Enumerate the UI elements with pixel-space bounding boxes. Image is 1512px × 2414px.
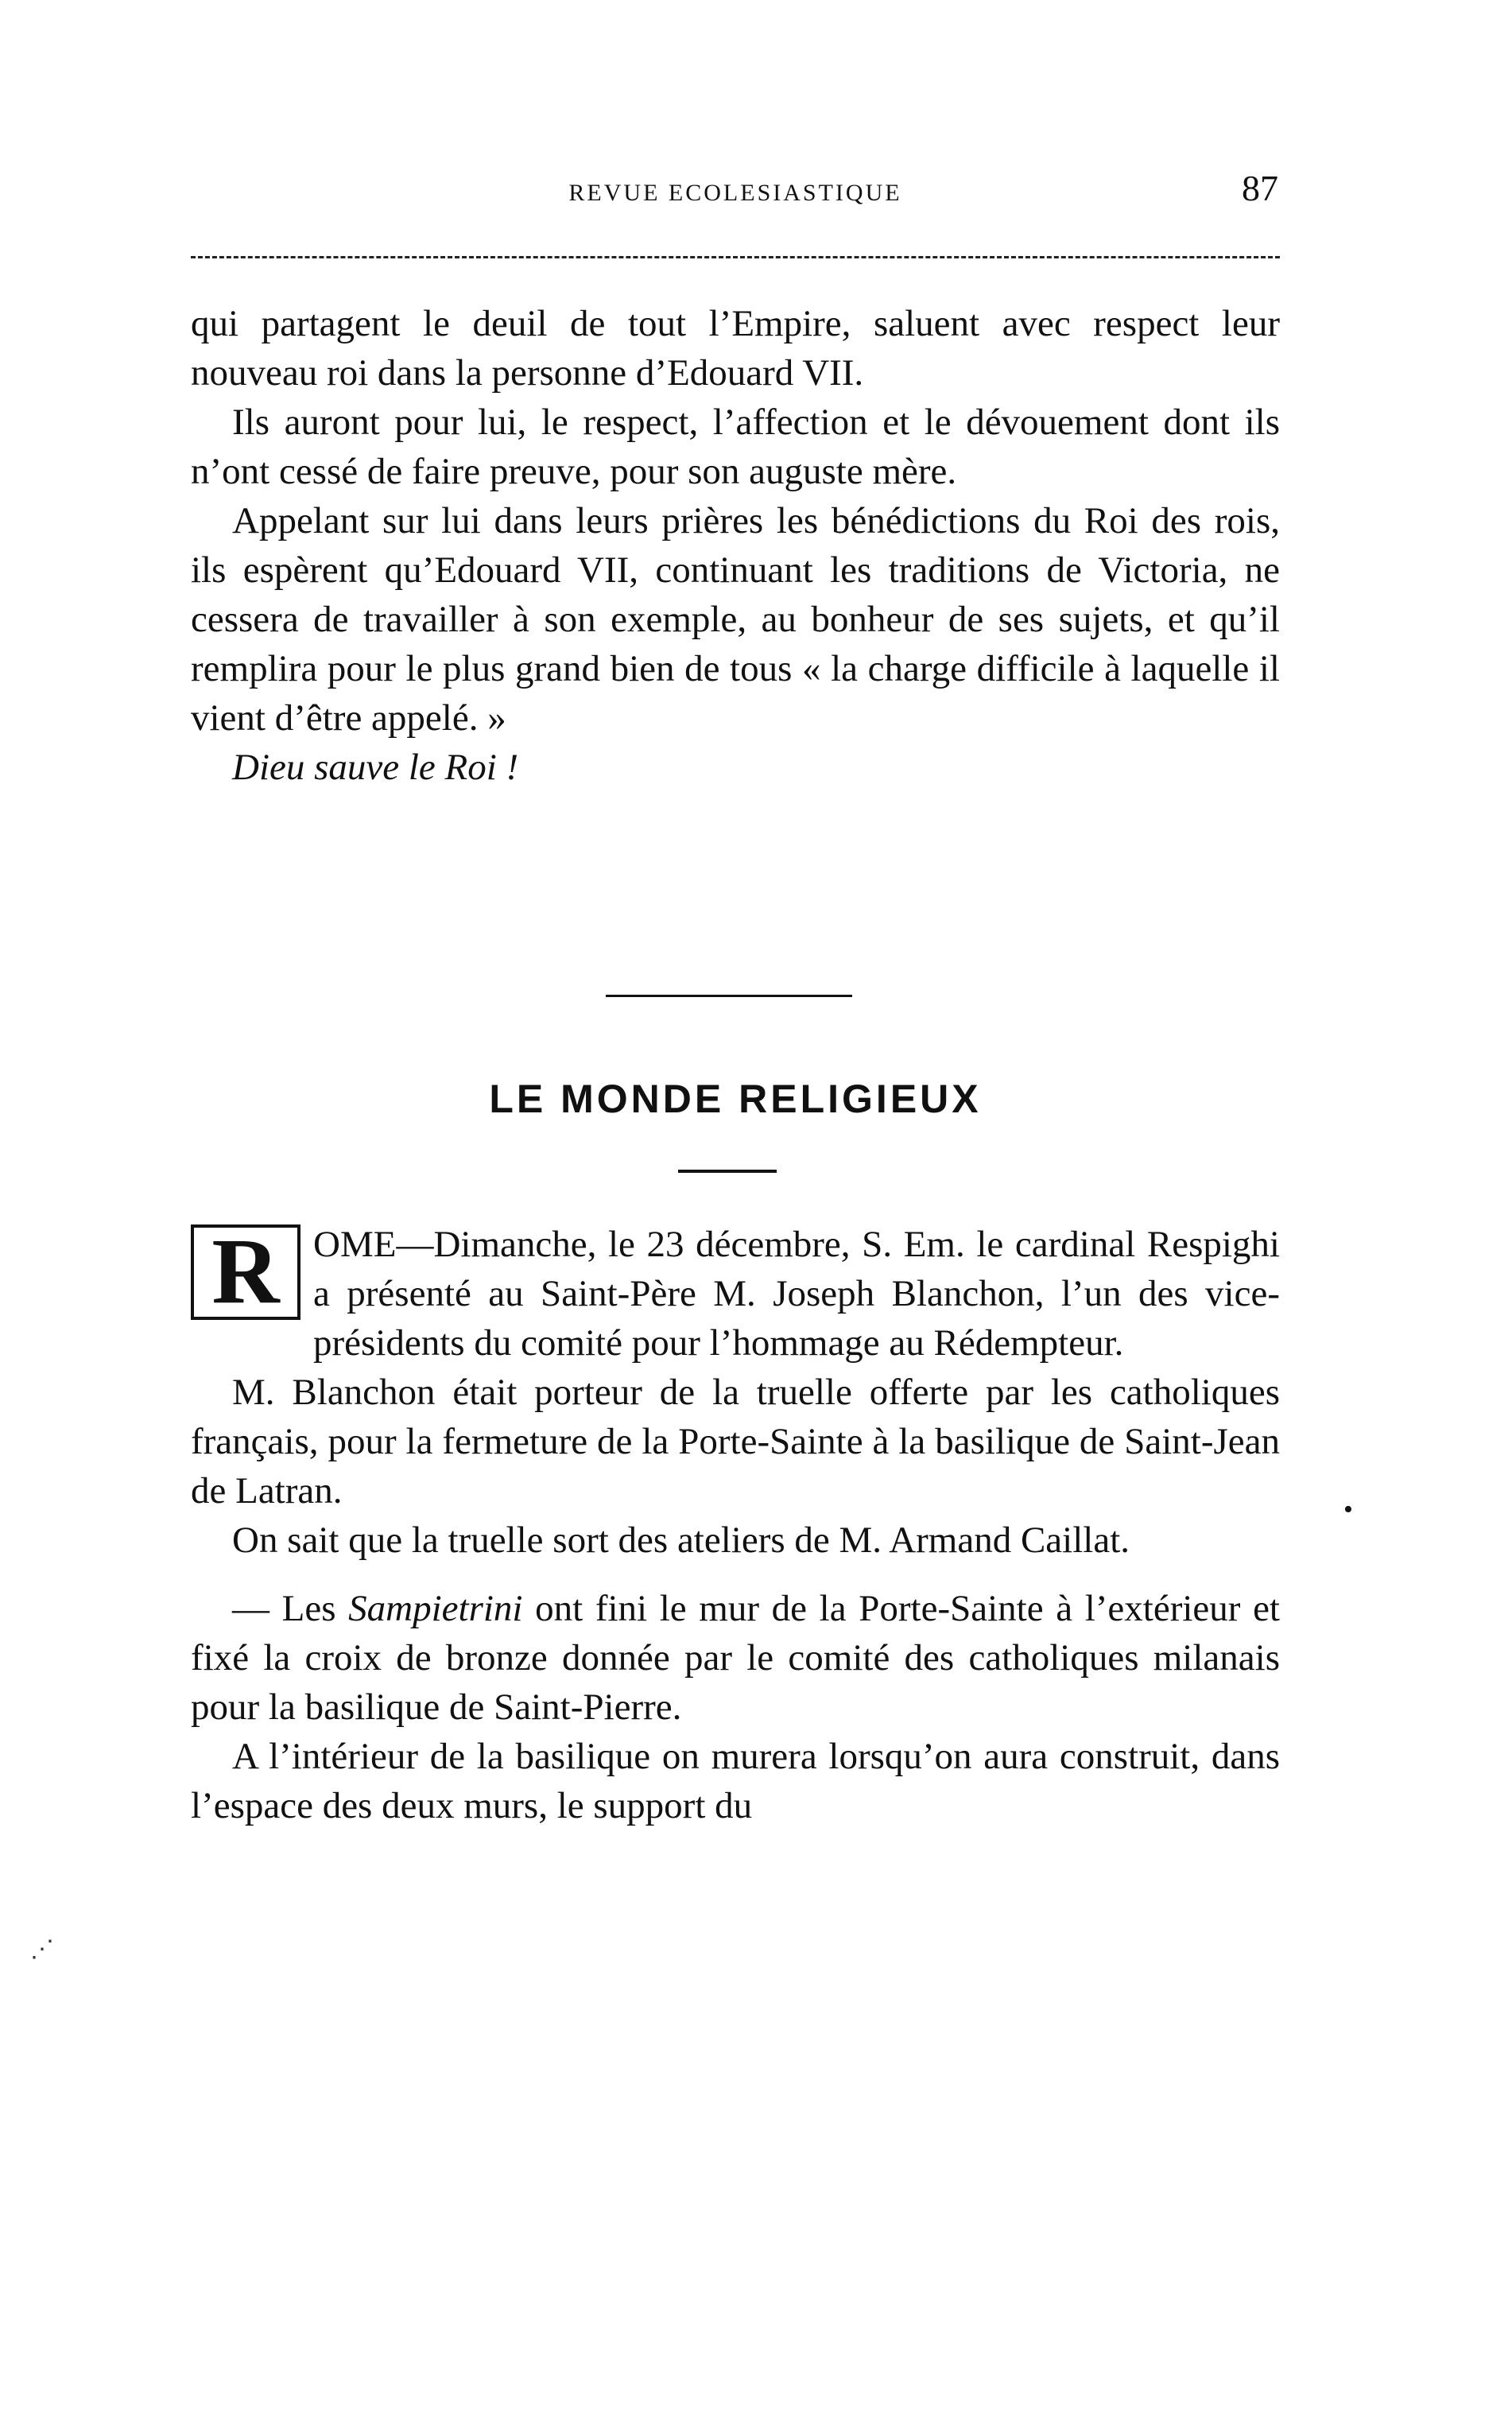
running-header (191, 167, 1280, 223)
paragraph-rome (191, 1220, 1280, 1368)
paragraph: A l’intérieur de la basilique on murera lorsqu’on aura construit, dans l’espace des deux murs, le support du (191, 1736, 1280, 1826)
text-block-royal-address (191, 299, 1280, 792)
text-block-religious-news (191, 1220, 1280, 1830)
paragraph-gap (191, 1565, 1280, 1584)
header-rule (191, 256, 1280, 258)
section-divider (606, 995, 852, 997)
running-title: REVUE ECOLESIASTIQUE (568, 180, 902, 206)
paragraph-sampietrini (191, 1584, 1280, 1732)
em-dash-intro: — Les (232, 1588, 349, 1629)
paragraph: On sait que la truelle sort des ateliers de M. Armand Caillat. (232, 1519, 1130, 1561)
signature-line: Dieu sauve le Roi ! (232, 747, 519, 788)
drop-cap-letter: R (191, 1224, 300, 1320)
margin-mark-right: • (1343, 1495, 1353, 1524)
page-number: 87 (1242, 168, 1278, 208)
paragraph: Appelant sur lui dans leurs prières les bénédictions du Roi des rois, ils espèrent qu’Edouard VII, continuant les traditions de Victoria, ne cessera de travailler à son exemple, au bonheur de ses sujets, et qu’il remplira pour le plus grand bien de tous « la charge difficile à laquelle il vient d’être appelé. » (191, 500, 1280, 739)
section-heading: LE MONDE RELIGIEUX (489, 1077, 982, 1121)
margin-mark-left: ⋰ (30, 1936, 54, 1962)
paragraph-text: ont fini le mur de la Porte-Sainte à l’extérieur et fixé la croix de bronze donnée par le comité des catholiques milanais pour la basilique de Saint-Pierre. (191, 1588, 1280, 1728)
first-paragraph-text: OME—Dimanche, le 23 décembre, S. Em. le cardinal Respighi a présenté au Saint-Père M. Joseph Blanchon, l’un des vice-présidents du comité pour l’hommage au Rédempteur. (313, 1224, 1280, 1364)
heading-underline (678, 1170, 777, 1173)
paragraph: Ils auront pour lui, le respect, l’affection et le dévouement dont ils n’ont cessé de faire preuve, pour son auguste mère. (191, 402, 1280, 492)
italic-term: Sampietrini (348, 1588, 523, 1629)
paragraph-continuation: qui partagent le deuil de tout l’Empire, saluent avec respect leur nouveau roi dans la personne d’Edouard VII. (191, 303, 1280, 394)
paragraph: M. Blanchon était porteur de la truelle offerte par les catholiques français, pour la fermeture de la Porte-Sainte à la basilique de Saint-Jean de Latran. (191, 1372, 1280, 1512)
